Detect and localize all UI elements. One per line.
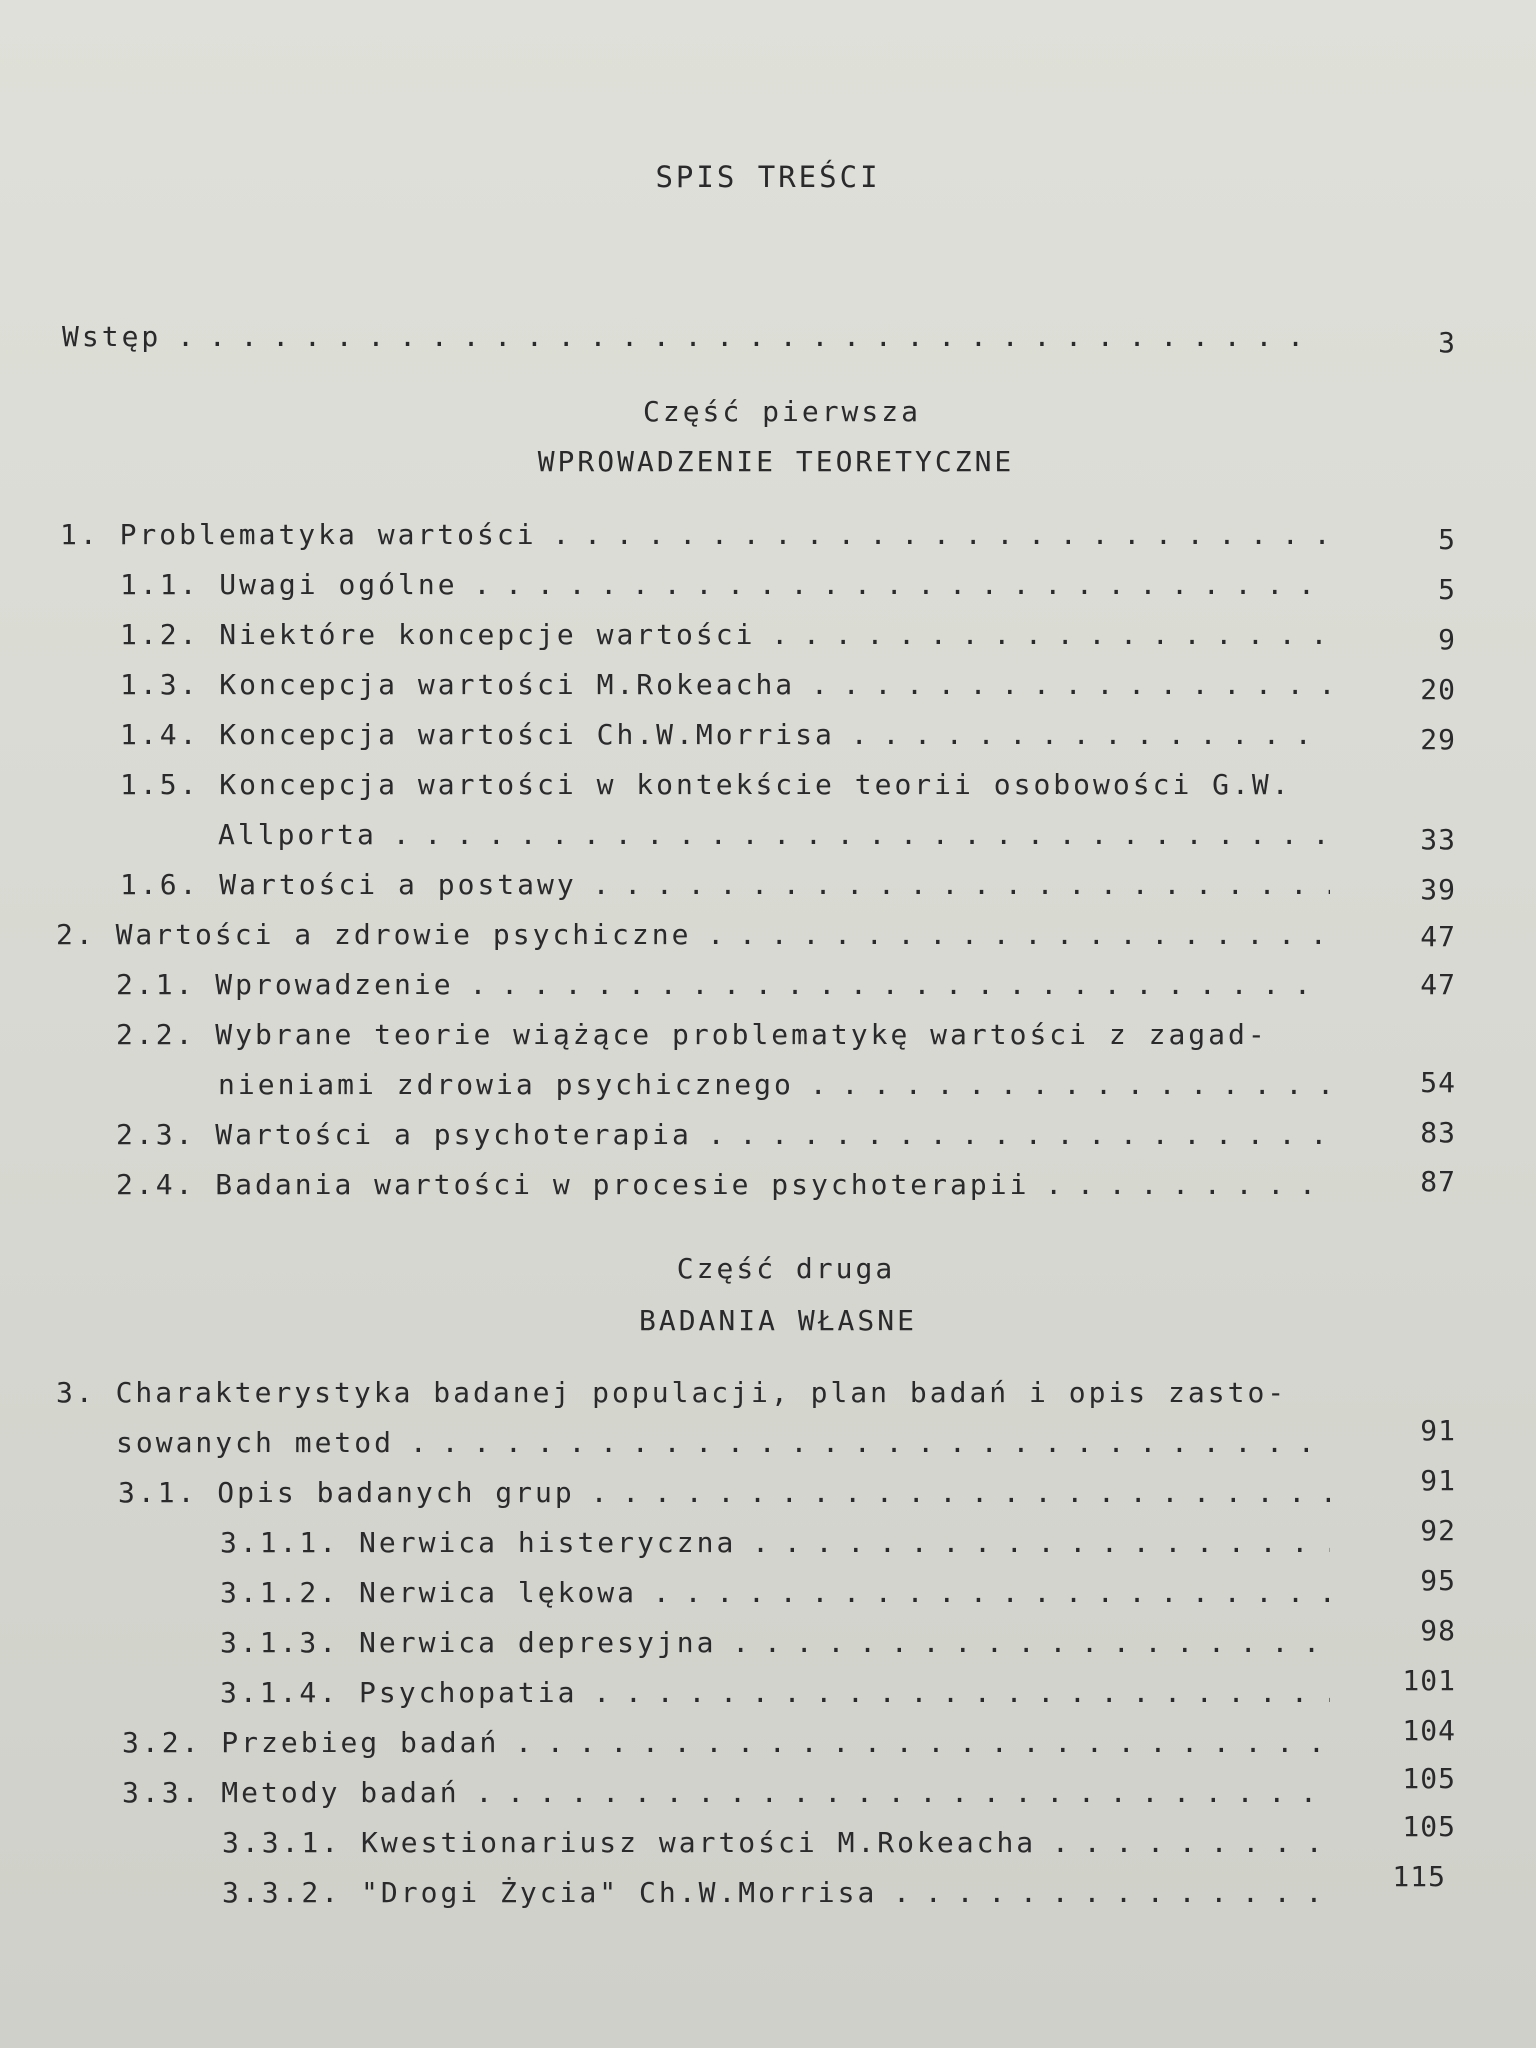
entry-title: Wprowadzenie: [215, 968, 454, 1001]
entry-number: 3.2.: [122, 1726, 202, 1759]
entry-title: Charakterystyka badanej populacji, plan badań i opis zasto-: [115, 1376, 1288, 1409]
entry-number: 3.3.1.: [222, 1826, 342, 1859]
entry-title: Wybrane teorie wiążące problematykę wartości z zagad-: [215, 1018, 1268, 1051]
toc-entry: [120, 710, 1330, 760]
toc-entry: [116, 1160, 1330, 1210]
page-number: 5: [1438, 523, 1456, 556]
entry-number: 3.1.1.: [220, 1526, 340, 1559]
toc-entry: [220, 1568, 1330, 1618]
entry-number: 1.: [60, 518, 100, 551]
page-number: 54: [1420, 1066, 1456, 1099]
entry-number: 1.2.: [120, 618, 200, 651]
entry-title: "Drogi Życia" Ch.W.Morrisa: [361, 1876, 878, 1909]
part-subtitle: WPROWADZENIE TEORETYCZNE: [537, 445, 1015, 478]
entry-number: 3.1.: [118, 1476, 198, 1509]
entry-title: Psychopatia: [359, 1676, 578, 1709]
page-number: 5: [1438, 573, 1456, 606]
entry-number: 3.3.2.: [222, 1876, 342, 1909]
toc-entry: [56, 910, 1330, 960]
entry-title: Wartości a zdrowie psychiczne: [115, 918, 692, 951]
entry-title: Przebieg badań: [221, 1726, 500, 1759]
toc-entry: [222, 1818, 1330, 1868]
page-number: 104: [1402, 1714, 1456, 1747]
entry-number: 3.3.: [122, 1776, 202, 1809]
entry-title: Badania wartości w procesie psychoterapii: [215, 1168, 1030, 1201]
entry-title: Koncepcja wartości Ch.W.Morrisa: [219, 718, 835, 751]
page-number: 39: [1420, 873, 1456, 906]
entry-title: Niektóre koncepcje wartości: [219, 618, 756, 651]
page-title: SPIS TREŚCI: [655, 160, 881, 194]
toc-entry: [220, 1618, 1330, 1668]
page-number: 101: [1402, 1664, 1456, 1697]
page-number: 105: [1402, 1810, 1456, 1843]
entry-number: 1.3.: [120, 668, 200, 701]
toc-entry: [116, 1110, 1330, 1160]
page-number: 20: [1420, 673, 1456, 706]
entry-title: Kwestionariusz wartości M.Rokeacha: [361, 1826, 1037, 1859]
entry-title: Opis badanych grup: [217, 1476, 575, 1509]
toc-entry: [220, 1518, 1330, 1568]
toc-entry: [120, 560, 1330, 610]
toc-entry: [116, 1010, 1330, 1110]
entry-number: 2.3.: [116, 1118, 196, 1151]
entry-number: 2.: [56, 918, 96, 951]
entry-title: Wartości a psychoterapia: [215, 1118, 692, 1151]
page-number: 29: [1420, 723, 1456, 756]
entry-number: 1.1.: [120, 568, 200, 601]
page-number: 115: [1392, 1860, 1446, 1893]
entry-title: Koncepcja wartości M.Rokeacha: [219, 668, 796, 701]
page-number: 47: [1420, 920, 1456, 953]
entry-title-continued: Allporta . . .: [120, 810, 1330, 860]
entry-title-continued: nieniami zdrowia psychicznego . . .: [116, 1060, 1330, 1110]
page-number: 105: [1402, 1762, 1456, 1795]
toc-entry: [220, 1668, 1330, 1718]
toc-entry: [60, 510, 1330, 560]
entry-number: 3.1.4.: [220, 1676, 340, 1709]
entry-number: 1.4.: [120, 718, 200, 751]
entry-number: 3.1.2.: [220, 1576, 340, 1609]
entry-title: Metody badań: [221, 1776, 460, 1809]
page-number-intro: 3: [1438, 326, 1456, 359]
entry-number: 2.4.: [116, 1168, 196, 1201]
toc-entry: [118, 1468, 1330, 1518]
toc-entry: [116, 960, 1330, 1010]
toc-entry: [122, 1768, 1330, 1818]
page-number: 91: [1420, 1414, 1456, 1447]
page-number: 87: [1420, 1165, 1456, 1198]
entry-title: Uwagi ogólne: [219, 568, 458, 601]
entry-number: 3.: [56, 1376, 96, 1409]
entry-number: 1.6.: [120, 868, 200, 901]
entry-title-continued: sowanych metod . . .: [56, 1418, 1330, 1468]
entry-title: Problematyka wartości: [119, 518, 537, 551]
toc-entry: [222, 1868, 1330, 1918]
entry-title: Koncepcja wartości w kontekście teorii osobowości G.W.: [219, 768, 1292, 801]
entry-title: Nerwica histeryczna: [359, 1526, 737, 1559]
entry-number: 1.5.: [120, 768, 200, 801]
part-heading: Część druga: [676, 1252, 896, 1285]
page-number: 33: [1420, 823, 1456, 856]
part-subtitle: BADANIA WŁASNE: [638, 1304, 917, 1337]
page-number: 92: [1420, 1514, 1456, 1547]
page-number: 91: [1420, 1464, 1456, 1497]
toc-entry: [56, 1368, 1330, 1468]
entry-title: Nerwica depresyjna: [359, 1626, 717, 1659]
page-number: 83: [1420, 1116, 1456, 1149]
toc-entry: [120, 760, 1330, 860]
entry-number: 3.1.3.: [220, 1626, 340, 1659]
entry-number: 2.1.: [116, 968, 196, 1001]
page-number: 9: [1438, 623, 1456, 656]
page-number: 47: [1420, 968, 1456, 1001]
entry-title: Nerwica lękowa: [359, 1576, 638, 1609]
entry-title: Wartości a postawy: [219, 868, 577, 901]
entry-number: 2.2.: [116, 1018, 196, 1051]
toc-entry: [120, 610, 1330, 660]
toc-entry-text: Wstęp . . .: [62, 312, 1322, 362]
part-heading: Część pierwsza: [642, 395, 921, 428]
toc-entry: [120, 660, 1330, 710]
page-number: 95: [1420, 1564, 1456, 1597]
toc-entry: [120, 860, 1330, 910]
toc-entry: [122, 1718, 1330, 1768]
page-number: 98: [1420, 1614, 1456, 1647]
toc-entry-intro: [62, 312, 1322, 362]
